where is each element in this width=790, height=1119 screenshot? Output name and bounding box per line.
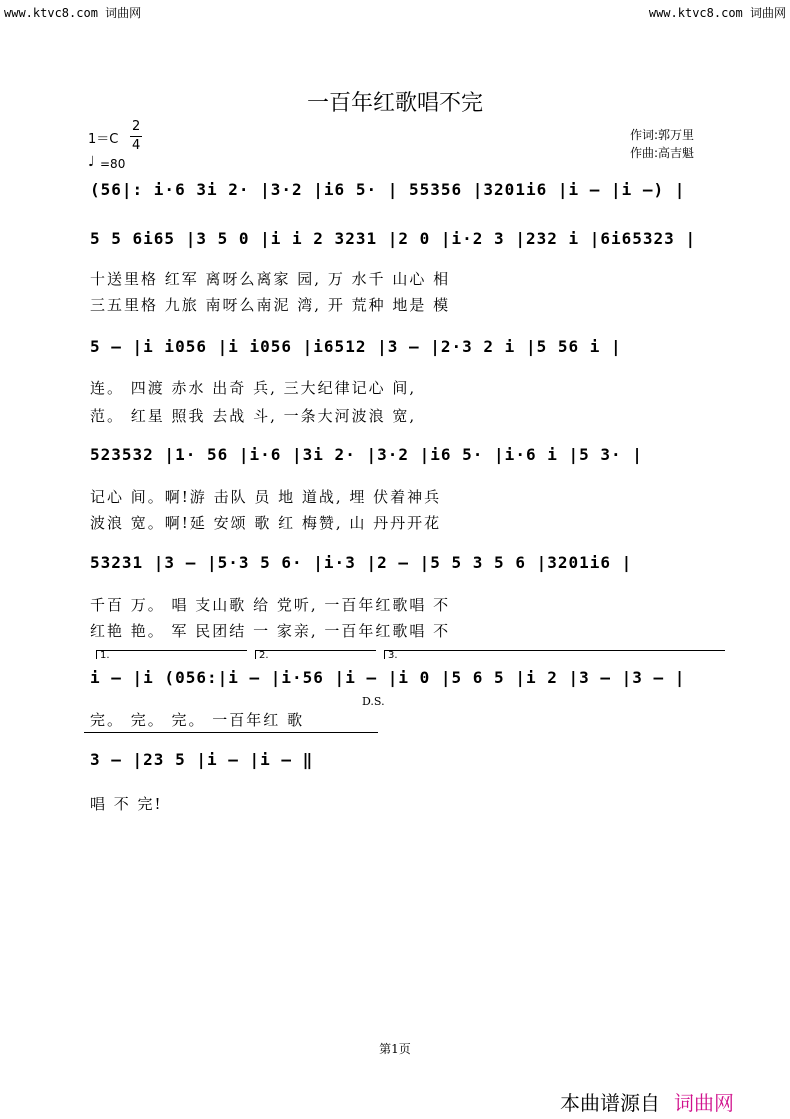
notation-row-3: 5 – |i i056 |i i056 |i6512 |3 – |2·3 2 i |5 56 i | [90, 337, 622, 356]
dal-segno-mark: D.S. [362, 695, 385, 708]
time-signature-line [130, 136, 142, 137]
lyric-row-2-verse-1: 十送里格 红军 离呀么离家 园, 万 水千 山心 相 [90, 270, 451, 288]
lyric-row-7: 唱 不 完! [90, 795, 163, 813]
tempo-marking: =80 [100, 157, 126, 171]
watermark-right: www.ktvc8.com 词曲网 [648, 6, 786, 20]
key-signature: 1＝C [88, 132, 119, 147]
song-title: 一百年红歌唱不完 [306, 91, 483, 116]
composer-credit: 作曲:高吉魁 [630, 146, 695, 160]
volta-bracket-1 [96, 650, 247, 659]
watermark-left: www.ktvc8.com 词曲网 [4, 6, 142, 20]
lyric-row-3-verse-2: 范。 红星 照我 去战 斗, 一条大河波浪 宽, [90, 407, 417, 425]
notation-row-5: 53231 |3 – |5·3 5 6· |i·3 |2 – |5 5 3 5 6 |3201i6 | [90, 553, 633, 572]
lyric-row-5-verse-2: 红艳 艳。 军 民团结 一 家亲, 一百年红歌唱 不 [90, 622, 451, 640]
source-label: 本曲谱源自 [560, 1091, 660, 1115]
lyric-row-4-verse-2: 波浪 宽。啊!延 安颂 歌 红 梅赞, 山 丹丹开花 [90, 514, 442, 532]
volta-number-3: 3. [388, 650, 398, 661]
notation-row-7: 3 – |23 5 |i – |i – ‖ [90, 750, 314, 769]
volta-number-2: 2. [259, 650, 269, 661]
notation-row-2: 5 5 6i65 |3 5 0 |i i 2 3231 |2 0 |i·2 3 |232 i |6i65323 | [90, 229, 697, 248]
volta-bracket-3 [384, 650, 725, 659]
lyric-row-4-verse-1: 记心 间。啊!游 击队 员 地 道战, 埋 伏着神兵 [90, 488, 442, 506]
notation-row-6: i – |i (056:|i – |i·56 |i – |i 0 |5 6 5 |i 2 |3 – |3 – | [90, 668, 686, 687]
lyric-row-6: 完。 完。 完。 一百年红 歌 [90, 711, 305, 729]
notation-row-4: 523532 |1· 56 |i·6 |3i 2· |3·2 |i6 5· |i·6 i |5 3· | [90, 445, 643, 464]
lyric-row-5-verse-1: 千百 万。 唱 支山歌 给 党听, 一百年红歌唱 不 [90, 596, 451, 614]
notation-row-1: (56|: i·6 3i 2· |3·2 |i6 5· | 55356 |3201i6 |i – |i –) | [90, 180, 686, 199]
quarter-note-icon: ♩ [88, 154, 95, 170]
page-number: 第1页 [379, 1042, 411, 1056]
time-signature-top: 2 [132, 119, 141, 134]
source-attribution [560, 1087, 734, 1116]
volta-bracket-2 [255, 650, 376, 659]
volta-number-1: 1. [100, 650, 110, 661]
ending-line [84, 732, 378, 733]
lyricist-credit: 作词:郭万里 [630, 128, 695, 142]
source-brand-link[interactable]: 词曲网 [674, 1091, 734, 1115]
lyric-row-3-verse-1: 连。 四渡 赤水 出奇 兵, 三大纪律记心 间, [90, 379, 417, 397]
time-signature-bottom: 4 [132, 138, 141, 153]
lyric-row-2-verse-2: 三五里格 九旅 南呀么南泥 湾, 开 荒种 地是 模 [90, 296, 451, 314]
